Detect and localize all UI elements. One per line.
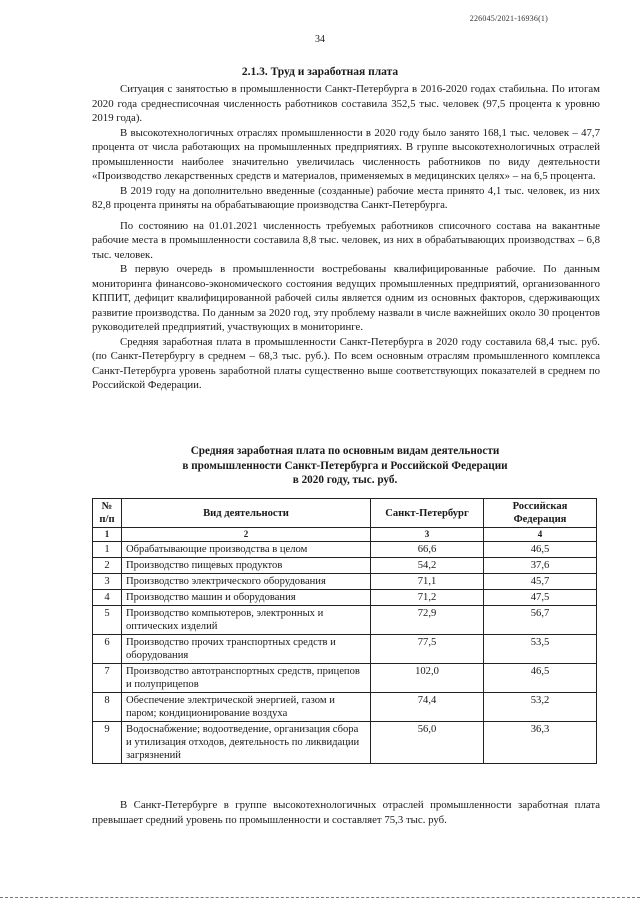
table-title-line: в промышленности Санкт-Петербурга и Российской Федерации — [182, 459, 508, 472]
row-rf-value: 53,2 — [484, 693, 597, 722]
table-row — [93, 693, 597, 722]
row-number: 3 — [93, 574, 122, 590]
table-row — [93, 664, 597, 693]
row-spb-value: 66,6 — [371, 542, 484, 558]
index-cell: 2 — [122, 528, 371, 542]
row-rf-value: 46,5 — [484, 664, 597, 693]
document-registration-number: 226045/2021-16936(1) — [469, 14, 548, 23]
header-rf: Российская Федерация — [484, 499, 597, 528]
row-spb-value: 72,9 — [371, 606, 484, 635]
paragraph: В 2019 году на дополнительно введенные (созданные) рабочие места принято 4,1 тыс. человек, из них 82,8 процента приняты на обрабатывающие производства Санкт-Петербурга. — [92, 184, 600, 211]
row-number: 7 — [93, 664, 122, 693]
header-number: № п/п — [93, 499, 122, 528]
row-spb-value: 71,1 — [371, 574, 484, 590]
row-rf-value: 53,5 — [484, 635, 597, 664]
wage-table — [92, 498, 597, 764]
row-rf-value: 36,3 — [484, 722, 597, 764]
row-activity: Производство пищевых продуктов — [122, 558, 371, 574]
row-spb-value: 102,0 — [371, 664, 484, 693]
row-activity: Производство автотранспортных средств, прицепов и полуприцепов — [122, 664, 371, 693]
table-row — [93, 606, 597, 635]
paragraph: По состоянию на 01.01.2021 численность требуемых работников списочного состава на вакантные рабочие места в промышленности составила 8,8 тыс. человек, из них в обрабатывающих производствах – 6,8 тыс. человек. — [92, 219, 600, 261]
row-rf-value: 47,5 — [484, 590, 597, 606]
row-rf-value: 37,6 — [484, 558, 597, 574]
table-row — [93, 558, 597, 574]
row-activity: Производство электрического оборудования — [122, 574, 371, 590]
table-row — [93, 722, 597, 764]
table-index-row — [93, 528, 597, 542]
page-number: 34 — [315, 34, 325, 45]
index-cell: 4 — [484, 528, 597, 542]
row-number: 2 — [93, 558, 122, 574]
row-spb-value: 77,5 — [371, 635, 484, 664]
table-row — [93, 542, 597, 558]
paragraph: Ситуация с занятостью в промышленности Санкт-Петербурга в 2016-2020 годах стабильна. По итогам 2020 года среднесписочная численность работников составила 352,5 тыс. человек (97,5 процента к уровню 2019 года). — [92, 83, 600, 124]
row-number: 1 — [93, 542, 122, 558]
paragraph: В первую очередь в промышленности востребованы квалифицированные рабочие. По данным мониторинга финансово-экономического состояния ведущих промышленных предприятий, организованного КППИТ, дефицит квалифицированной рабочей силы является одним из основных факторов, сдерживающих развитие производства. По данным за 2020 год, эту проблему назвали в числе важнейших около 30 процентов руководителей предприятий, участвующих в мониторинге. — [92, 263, 600, 333]
row-activity: Водоснабжение; водоотведение, организация сбора и утилизация отходов, деятельность по ликвидации загрязнений — [122, 722, 371, 764]
table-row — [93, 590, 597, 606]
body-text — [92, 82, 600, 393]
row-spb-value: 54,2 — [371, 558, 484, 574]
row-rf-value: 56,7 — [484, 606, 597, 635]
row-rf-value: 46,5 — [484, 542, 597, 558]
row-activity: Производство машин и оборудования — [122, 590, 371, 606]
row-number: 8 — [93, 693, 122, 722]
row-rf-value: 45,7 — [484, 574, 597, 590]
header-activity: Вид деятельности — [122, 499, 371, 528]
table-header-row — [93, 499, 597, 528]
table-title-line: Средняя заработная плата по основным видам деятельности — [190, 445, 500, 457]
row-activity: Производство компьютеров, электронных и оптических изделий — [122, 606, 371, 635]
row-activity: Обеспечение электрической энергией, газом и паром; кондиционирование воздуха — [122, 693, 371, 722]
table-title-line: в 2020 году, тыс. руб. — [292, 474, 398, 486]
row-spb-value: 56,0 — [371, 722, 484, 764]
paragraph: В высокотехнологичных отраслях промышленности в 2020 году было занято 168,1 тыс. человек – 47,7 процента от числа работающих на промышленных предприятиях. В группе высокотехнологичных отраслей промышленности наиболее значительно увеличилась численность работников по виду деятельности «Производство лекарственных средств и материалов, применяемых в медицинских целях» – на 6,5 процента. — [92, 126, 600, 182]
row-spb-value: 71,2 — [371, 590, 484, 606]
header-spb: Санкт-Петербург — [371, 499, 484, 528]
table-row — [93, 574, 597, 590]
scan-edge-divider — [0, 897, 640, 898]
row-number: 9 — [93, 722, 122, 764]
row-number: 4 — [93, 590, 122, 606]
paragraph: Средняя заработная плата в промышленности Санкт-Петербурга в 2020 году составила 68,4 тыс. руб. (по Санкт-Петербургу в среднем – 68,3 тыс. руб.). По всем основным отраслям промышленного комплекса Санкт-Петербурга уровень заработной платы существенно выше соответствующих показателей в среднем по Российской Федерации. — [92, 335, 600, 391]
row-number: 5 — [93, 606, 122, 635]
table-title — [140, 444, 550, 488]
row-spb-value: 74,4 — [371, 693, 484, 722]
index-cell: 3 — [371, 528, 484, 542]
section-title: 2.1.3. Труд и заработная плата — [241, 66, 399, 78]
table-row — [93, 635, 597, 664]
index-cell: 1 — [93, 528, 122, 542]
closing-text — [92, 798, 600, 827]
row-activity: Производство прочих транспортных средств и оборудования — [122, 635, 371, 664]
paragraph: В Санкт-Петербурге в группе высокотехнологичных отраслей промышленности заработная плата превышает средний уровень по промышленности и составляет 75,3 тыс. руб. — [92, 799, 600, 826]
row-number: 6 — [93, 635, 122, 664]
row-activity: Обрабатывающие производства в целом — [122, 542, 371, 558]
